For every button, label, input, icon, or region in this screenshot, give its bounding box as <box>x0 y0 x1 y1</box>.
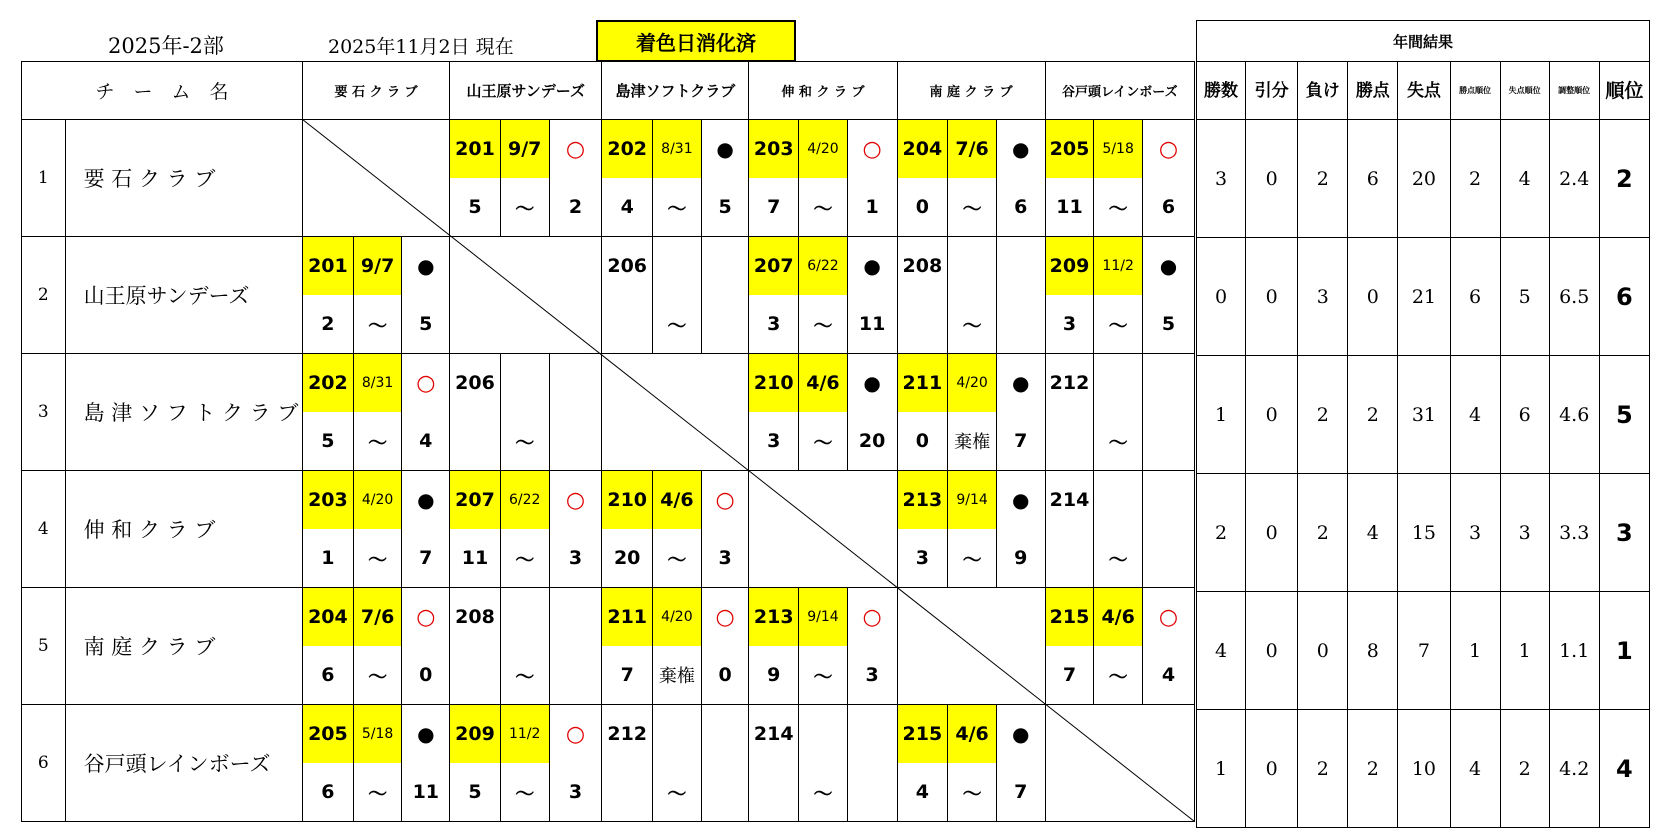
score-separator: ～ <box>353 763 402 822</box>
result-cell: 5 <box>1500 238 1549 356</box>
match-date: 9/14 <box>948 471 997 530</box>
match-id: 212 <box>602 705 653 764</box>
score-left: 3 <box>897 529 948 588</box>
score-separator: ～ <box>1094 295 1143 354</box>
score-separator: ～ <box>948 763 997 822</box>
match-id: 208 <box>897 237 948 296</box>
score-right: 5 <box>701 178 749 237</box>
result-cell: 0 <box>1348 238 1398 356</box>
score-separator: ～ <box>653 295 702 354</box>
score-left: 5 <box>303 412 354 471</box>
opponent-header: 谷戸頭レインボーズ <box>1045 62 1194 120</box>
score-separator: ～ <box>948 529 997 588</box>
score-left: 7 <box>749 178 799 237</box>
score-right: 7 <box>996 412 1045 471</box>
score-left: 1 <box>303 529 354 588</box>
win-mark: ○ <box>847 120 897 179</box>
score-left: 7 <box>1045 646 1094 705</box>
match-date: 4/20 <box>799 120 848 179</box>
result-cell: 4.6 <box>1549 356 1599 474</box>
result-cell: 1 <box>1599 592 1649 710</box>
score-separator: ～ <box>500 529 549 588</box>
opponent-header: 伸 和 ク ラ ブ <box>749 62 897 120</box>
match-id: 206 <box>602 237 653 296</box>
team-number: 2 <box>22 237 66 354</box>
result-cell: 2 <box>1298 120 1348 238</box>
match-date: 4/20 <box>353 471 402 530</box>
result-cell: 0 <box>1246 120 1298 238</box>
win-mark: ○ <box>701 471 749 530</box>
match-date: 11/2 <box>1094 237 1143 296</box>
score-right: 3 <box>549 529 602 588</box>
win-mark: ○ <box>549 120 602 179</box>
team-number: 6 <box>22 705 66 822</box>
score-right: 11 <box>847 295 897 354</box>
result-cell: 2 <box>1599 120 1649 238</box>
team-name: 伸 和 ク ラ ブ <box>65 471 302 588</box>
score-separator: ～ <box>799 763 848 822</box>
result-cell: 2.4 <box>1549 120 1599 238</box>
score-separator: ～ <box>500 178 549 237</box>
result-cell: 5 <box>1599 356 1649 474</box>
as-of-date: 2025年11月2日 現在 <box>328 36 514 58</box>
result-cell: 0 <box>1246 356 1298 474</box>
score-separator: ～ <box>500 763 549 822</box>
score-left: 11 <box>1045 178 1094 237</box>
match-date: 4/6 <box>653 471 702 530</box>
score-right: 6 <box>996 178 1045 237</box>
result-cell: 20 <box>1398 120 1450 238</box>
win-mark: ○ <box>1143 588 1195 647</box>
score-right: 1 <box>847 178 897 237</box>
match-date: 5/18 <box>353 705 402 764</box>
score-right: 20 <box>847 412 897 471</box>
result-cell: 2 <box>1298 356 1348 474</box>
match-date: 4/6 <box>948 705 997 764</box>
match-id: 213 <box>749 588 799 647</box>
score-right: 5 <box>402 295 450 354</box>
score-right: 3 <box>847 646 897 705</box>
result-header: 勝点順位 <box>1450 62 1500 120</box>
win-mark: ○ <box>402 354 450 413</box>
match-id: 215 <box>897 705 948 764</box>
result-cell: 1 <box>1197 356 1246 474</box>
match-id: 211 <box>602 588 653 647</box>
result-cell: 6 <box>1599 238 1649 356</box>
score-separator: ～ <box>799 295 848 354</box>
score-left: 5 <box>450 178 501 237</box>
result-header: 勝数 <box>1197 62 1246 120</box>
result-header: 負け <box>1298 62 1348 120</box>
result-cell: 1 <box>1197 710 1246 828</box>
match-date: 9/7 <box>500 120 549 179</box>
match-id: 210 <box>602 471 653 530</box>
result-cell: 6 <box>1500 356 1549 474</box>
match-id: 207 <box>749 237 799 296</box>
match-id: 214 <box>749 705 799 764</box>
match-id: 209 <box>450 705 501 764</box>
score-separator: ～ <box>799 646 848 705</box>
result-cell: 3 <box>1599 474 1649 592</box>
score-left: 3 <box>749 295 799 354</box>
result-cell: 2 <box>1348 710 1398 828</box>
result-cell: 0 <box>1197 238 1246 356</box>
win-mark: ○ <box>402 588 450 647</box>
score-separator: 棄権 <box>653 646 702 705</box>
result-cell: 0 <box>1246 474 1298 592</box>
match-id: 204 <box>303 588 354 647</box>
team-name: 谷戸頭レインボーズ <box>65 705 302 822</box>
score-separator: ～ <box>948 295 997 354</box>
match-id: 215 <box>1045 588 1094 647</box>
match-id: 201 <box>450 120 501 179</box>
score-right: 11 <box>402 763 450 822</box>
match-id: 211 <box>897 354 948 413</box>
result-cell: 2 <box>1197 474 1246 592</box>
match-date: 4/6 <box>799 354 848 413</box>
score-right: 0 <box>701 646 749 705</box>
match-date: 8/31 <box>653 120 702 179</box>
score-left: 6 <box>303 763 354 822</box>
team-name: 要 石 ク ラ ブ <box>65 120 302 237</box>
result-cell: 3 <box>1450 474 1500 592</box>
score-separator: ～ <box>653 763 702 822</box>
team-number: 3 <box>22 354 66 471</box>
result-cell: 1.1 <box>1549 592 1599 710</box>
result-cell: 0 <box>1246 238 1298 356</box>
result-cell: 0 <box>1246 592 1298 710</box>
loss-mark: ● <box>996 354 1045 413</box>
win-mark: ○ <box>847 588 897 647</box>
result-cell: 2 <box>1298 710 1348 828</box>
score-separator: ～ <box>948 178 997 237</box>
score-separator: ～ <box>799 412 848 471</box>
win-mark: ○ <box>549 705 602 764</box>
result-cell: 4 <box>1599 710 1649 828</box>
result-header: 勝点 <box>1348 62 1398 120</box>
result-header: 順位 <box>1599 62 1649 120</box>
loss-mark: ● <box>402 237 450 296</box>
match-id: 212 <box>1045 354 1094 413</box>
loss-mark: ● <box>996 120 1045 179</box>
score-right: 3 <box>549 763 602 822</box>
score-left: 0 <box>897 412 948 471</box>
score-left: 4 <box>897 763 948 822</box>
result-cell: 4 <box>1500 120 1549 238</box>
match-id: 206 <box>450 354 501 413</box>
match-date: 6/22 <box>799 237 848 296</box>
match-id: 203 <box>303 471 354 530</box>
result-cell: 4 <box>1348 474 1398 592</box>
opponent-header: 山王原サンデーズ <box>450 62 602 120</box>
score-separator: ～ <box>353 529 402 588</box>
score-separator: ～ <box>653 178 702 237</box>
loss-mark: ● <box>402 471 450 530</box>
score-right: 4 <box>1143 646 1195 705</box>
match-date: 9/7 <box>353 237 402 296</box>
match-id: 209 <box>1045 237 1094 296</box>
score-separator: ～ <box>1094 178 1143 237</box>
team-name: 山王原サンデーズ <box>65 237 302 354</box>
score-left: 3 <box>1045 295 1094 354</box>
match-date: 7/6 <box>948 120 997 179</box>
result-cell: 0 <box>1246 710 1298 828</box>
opponent-header: 要 石 ク ラ ブ <box>303 62 450 120</box>
match-id: 207 <box>450 471 501 530</box>
result-cell: 2 <box>1450 120 1500 238</box>
match-date: 4/6 <box>1094 588 1143 647</box>
score-right: 9 <box>996 529 1045 588</box>
match-id: 205 <box>303 705 354 764</box>
loss-mark: ● <box>847 237 897 296</box>
score-left: 9 <box>749 646 799 705</box>
match-id: 202 <box>303 354 354 413</box>
result-cell: 4 <box>1197 592 1246 710</box>
match-date: 8/31 <box>353 354 402 413</box>
loss-mark: ● <box>1143 237 1195 296</box>
win-mark: ○ <box>701 588 749 647</box>
result-cell: 31 <box>1398 356 1450 474</box>
score-separator: ～ <box>353 295 402 354</box>
match-date: 4/20 <box>653 588 702 647</box>
win-mark: ○ <box>549 471 602 530</box>
score-left: 5 <box>450 763 501 822</box>
score-separator: ～ <box>1094 646 1143 705</box>
score-separator: ～ <box>353 412 402 471</box>
result-cell: 0 <box>1298 592 1348 710</box>
team-name: 南 庭 ク ラ ブ <box>65 588 302 705</box>
opponent-header: 島津ソフトクラブ <box>602 62 749 120</box>
score-right: 3 <box>701 529 749 588</box>
score-separator: ～ <box>653 529 702 588</box>
score-separator: ～ <box>1094 412 1143 471</box>
result-header: 失点 <box>1398 62 1450 120</box>
score-separator: ～ <box>500 412 549 471</box>
result-cell: 2 <box>1298 474 1348 592</box>
score-left: 4 <box>602 178 653 237</box>
match-id: 202 <box>602 120 653 179</box>
loss-mark: ● <box>847 354 897 413</box>
result-cell: 3 <box>1500 474 1549 592</box>
score-left: 0 <box>897 178 948 237</box>
score-right: 7 <box>402 529 450 588</box>
match-date: 9/14 <box>799 588 848 647</box>
result-cell: 3 <box>1197 120 1246 238</box>
score-left: 3 <box>749 412 799 471</box>
result-header: 引分 <box>1246 62 1298 120</box>
match-id: 213 <box>897 471 948 530</box>
match-date: 11/2 <box>500 705 549 764</box>
team-name: 島 津 ソ フ ト ク ラ ブ <box>65 354 302 471</box>
match-id: 210 <box>749 354 799 413</box>
win-mark: ○ <box>1143 120 1195 179</box>
match-date: 6/22 <box>500 471 549 530</box>
result-cell: 2 <box>1348 356 1398 474</box>
result-header: 失点順位 <box>1500 62 1549 120</box>
team-number: 4 <box>22 471 66 588</box>
results-title: 年間結果 <box>1197 21 1650 62</box>
score-separator: ～ <box>1094 529 1143 588</box>
loss-mark: ● <box>996 471 1045 530</box>
loss-mark: ● <box>402 705 450 764</box>
team-name-header: チ ー ム 名 <box>22 62 303 120</box>
result-header: 調整順位 <box>1549 62 1599 120</box>
match-id: 214 <box>1045 471 1094 530</box>
result-cell: 4 <box>1450 356 1500 474</box>
score-left: 7 <box>602 646 653 705</box>
score-left: 6 <box>303 646 354 705</box>
score-left: 20 <box>602 529 653 588</box>
loss-mark: ● <box>996 705 1045 764</box>
result-cell: 8 <box>1348 592 1398 710</box>
result-cell: 1 <box>1500 592 1549 710</box>
team-number: 5 <box>22 588 66 705</box>
result-cell: 6 <box>1450 238 1500 356</box>
match-id: 208 <box>450 588 501 647</box>
score-left: 11 <box>450 529 501 588</box>
score-right: 5 <box>1143 295 1195 354</box>
match-id: 201 <box>303 237 354 296</box>
score-right: 7 <box>996 763 1045 822</box>
result-cell: 1 <box>1450 592 1500 710</box>
match-id: 203 <box>749 120 799 179</box>
result-cell: 6 <box>1348 120 1398 238</box>
match-date: 5/18 <box>1094 120 1143 179</box>
result-cell: 15 <box>1398 474 1450 592</box>
result-cell: 10 <box>1398 710 1450 828</box>
team-number: 1 <box>22 120 66 237</box>
score-separator: ～ <box>799 178 848 237</box>
score-right: 2 <box>549 178 602 237</box>
opponent-header: 南 庭 ク ラ ブ <box>897 62 1045 120</box>
score-right: 4 <box>402 412 450 471</box>
played-legend: 着色日消化済 <box>596 20 796 62</box>
score-left: 2 <box>303 295 354 354</box>
score-separator: 棄権 <box>948 412 997 471</box>
result-cell: 6.5 <box>1549 238 1599 356</box>
match-id: 205 <box>1045 120 1094 179</box>
result-cell: 3 <box>1298 238 1348 356</box>
result-cell: 4 <box>1450 710 1500 828</box>
score-separator: ～ <box>500 646 549 705</box>
match-id: 204 <box>897 120 948 179</box>
result-cell: 21 <box>1398 238 1450 356</box>
match-date: 7/6 <box>353 588 402 647</box>
score-right: 0 <box>402 646 450 705</box>
league-title: 2025年-2部 <box>108 34 224 58</box>
loss-mark: ● <box>701 120 749 179</box>
result-cell: 4.2 <box>1549 710 1599 828</box>
result-cell: 2 <box>1500 710 1549 828</box>
score-right: 6 <box>1143 178 1195 237</box>
match-date: 4/20 <box>948 354 997 413</box>
result-cell: 3.3 <box>1549 474 1599 592</box>
result-cell: 7 <box>1398 592 1450 710</box>
score-separator: ～ <box>353 646 402 705</box>
